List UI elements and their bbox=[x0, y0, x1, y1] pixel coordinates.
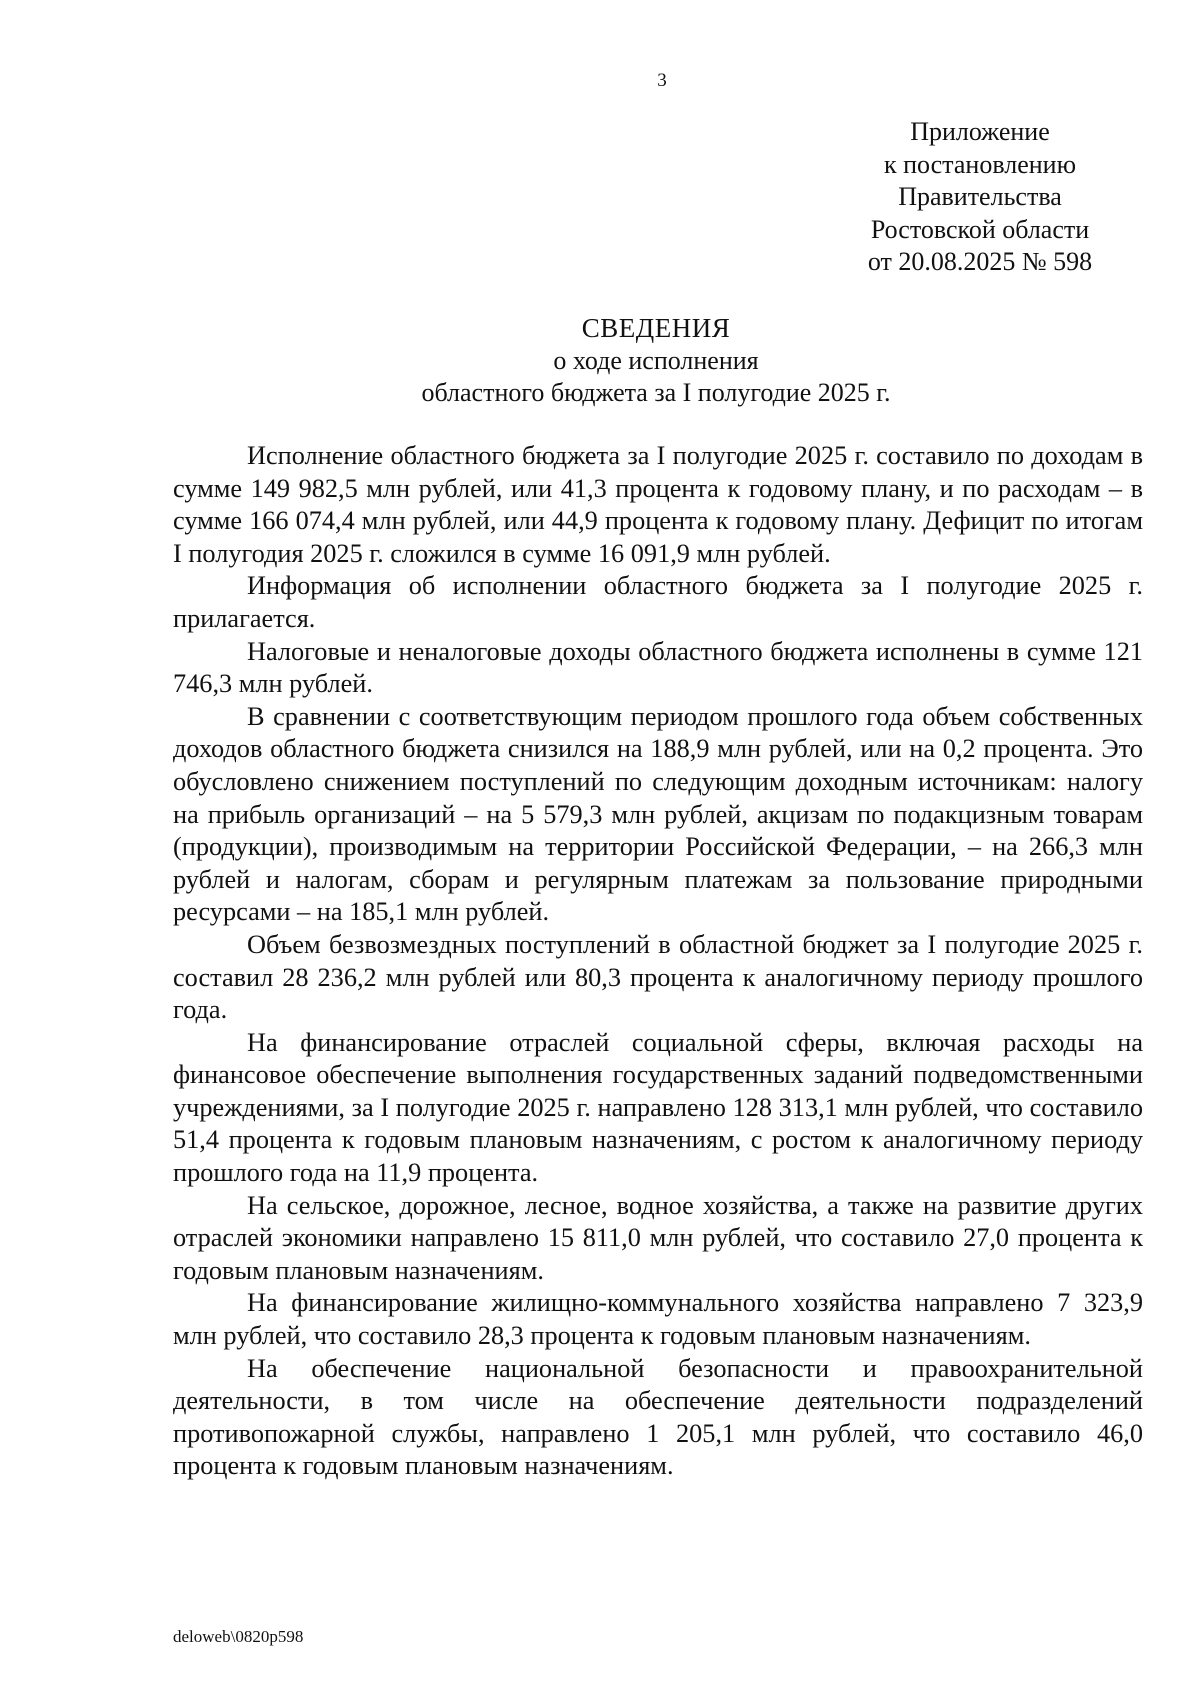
document-body bbox=[173, 440, 1143, 1483]
body-paragraph: Исполнение областного бюджета за I полугодие 2025 г. составило по доходам в сумме 149 982,5 млн рублей, или 41,3 процента к годовому плану, и по расходам – в сумме 166 074,4 млн рублей, или 44,9 процента к годовому плану. Дефицит по итогам I полугодия 2025 г. сложился в сумме 16 091,9 млн рублей. bbox=[173, 441, 1143, 568]
document-heading bbox=[172, 312, 1140, 410]
document-subtitle: областного бюджета за I полугодие 2025 г. bbox=[421, 378, 891, 407]
body-paragraph: На обеспечение национальной безопасности и правоохранительной деятельности, в том числе на обеспечение деятельности подразделений противопожарной службы, направлено 1 205,1 млн рублей, что составило 46,0 процента к годовым плановым назначениям. bbox=[173, 1353, 1143, 1481]
document-subtitle: о ходе исполнения bbox=[553, 345, 759, 375]
appendix-line: Приложение bbox=[910, 117, 1050, 146]
body-paragraph: Информация об исполнении областного бюджета за I полугодие 2025 г. прилагается. bbox=[173, 571, 1143, 633]
body-paragraph: В сравнении с соответствующим периодом прошлого года объем собственных доходов областного бюджета снизился на 188,9 млн рублей, или на 0,2 процента. Это обусловлено снижением поступлений по следующим доходным источникам: налогу на прибыль организаций – на 5 579,3 млн рублей, акцизам по подакцизным товарам (продукции), производимым на территории Российской Федерации, – на 266,3 млн рублей и налогам, сборам и регулярным платежам за пользование природными ресурсами – на 185,1 млн рублей. bbox=[173, 701, 1143, 927]
document-title: СВЕДЕНИЯ bbox=[581, 313, 731, 343]
body-paragraph: Объем безвозмездных поступлений в областной бюджет за I полугодие 2025 г. составил 28 236,2 млн рублей или 80,3 процента к аналогичному периоду прошлого года. bbox=[173, 929, 1143, 1025]
footer-document-code: deloweb\0820p598 bbox=[173, 1627, 304, 1646]
body-paragraph: Налоговые и неналоговые доходы областного бюджета исполнены в сумме 121 746,3 млн рублей. bbox=[173, 636, 1143, 699]
appendix-line: к постановлению bbox=[883, 149, 1077, 179]
body-paragraph: На финансирование жилищно-коммунального хозяйства направлено 7 323,9 млн рублей, что составило 28,3 процента к годовым плановым назначениям. bbox=[173, 1288, 1143, 1351]
appendix-line: Правительства bbox=[898, 182, 1062, 211]
page-number: 3 bbox=[657, 70, 667, 91]
body-paragraph: На финансирование отраслей социальной сферы, включая расходы на финансовое обеспечение выполнения государственных заданий подведомственными учреждениями, за I полугодие 2025 г. направлено 128 313,1 млн рублей, что составило 51,4 процента к годовым плановым назначениям, с ростом к аналогичному периоду прошлого года на 11,9 процента. bbox=[173, 1027, 1143, 1188]
appendix-block bbox=[820, 116, 1140, 279]
body-paragraph: На сельское, дорожное, лесное, водное хозяйства, а также на развитие других отраслей экономики направлено 15 811,0 млн рублей, что составило 27,0 процента к годовым плановым назначениям. bbox=[173, 1190, 1143, 1285]
appendix-line: от 20.08.2025 № 598 bbox=[867, 247, 1093, 276]
appendix-line: Ростовской области bbox=[870, 214, 1090, 244]
